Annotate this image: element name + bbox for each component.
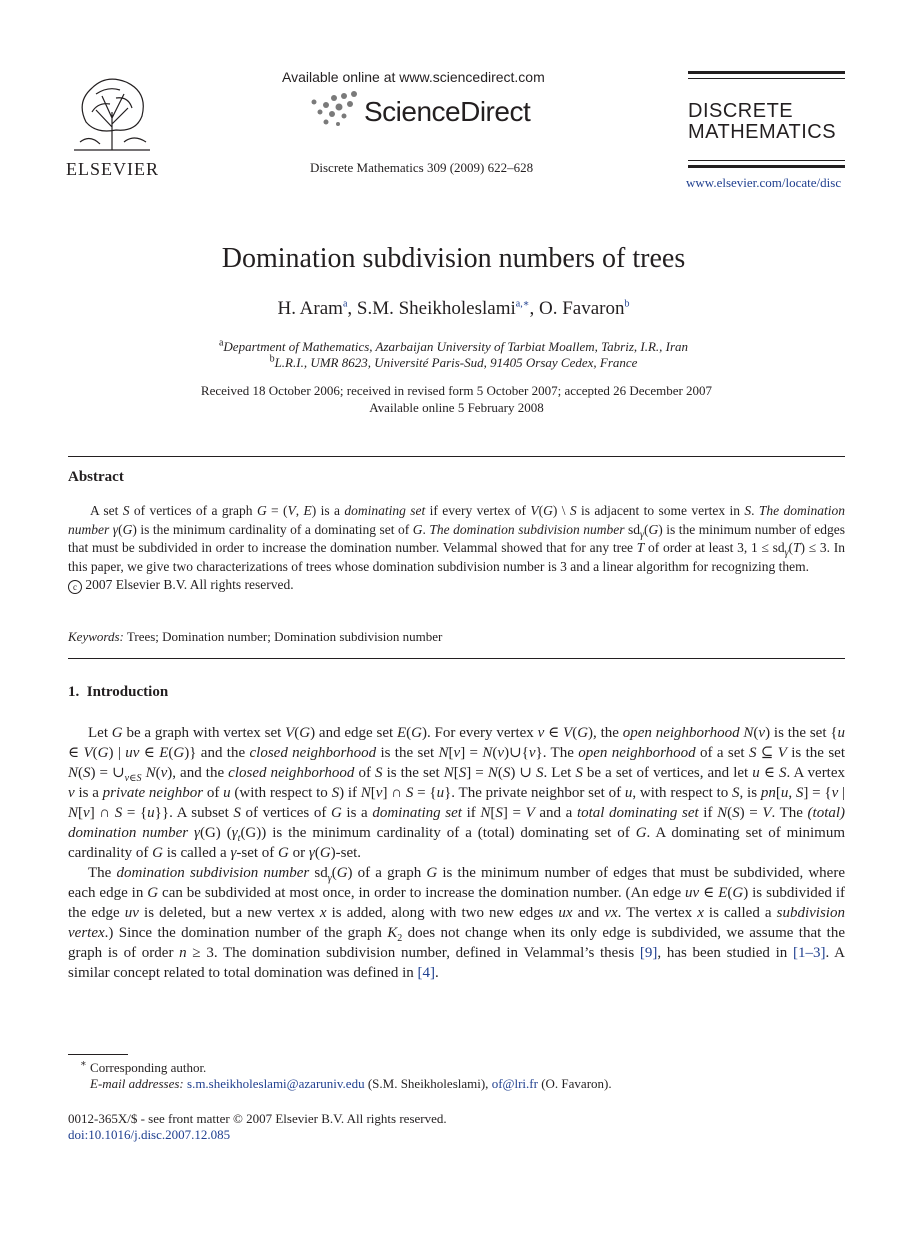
doi-link[interactable]: doi:10.1016/j.disc.2007.12.085 xyxy=(68,1127,231,1142)
citation-link[interactable]: [1–3] xyxy=(793,945,826,961)
abstract-heading: Abstract xyxy=(68,469,124,485)
journal-rule-bottom-thin xyxy=(688,160,845,161)
keywords-label: Keywords: xyxy=(68,629,124,644)
journal-homepage-link[interactable]: www.elsevier.com/locate/disc xyxy=(686,175,842,190)
article-title: Domination subdivision numbers of trees xyxy=(221,243,686,274)
email-link[interactable]: s.m.sheikholeslami@azaruniv.edu xyxy=(187,1076,365,1091)
journal-rule-bottom xyxy=(688,165,845,168)
journal-rule-top-thin xyxy=(688,78,845,79)
publisher-name: ELSEVIER xyxy=(66,159,159,179)
journal-logo-line2: MATHEMATICS xyxy=(688,121,837,143)
introduction-paragraph: Let G be a graph with vertex set V(G) and edge set E(G). For every vertex v ∈ V(G), the open neighborhood N(v) is the set {u ∈ V(G) | uv ∈ E(G)} and the closed neighborhood is the set N[v] = N(v)∪{v}. The open neighborhood of a set S ⊆ V is the set $N(S) = \cup_{v\in S}$ N(v), and the closed neighborhood of S is the set N[S] = N(S) ∪ S. Let S be a set of vertices, and let u ∈ S. A vertex v is a private neighbor of u (with respect to S) if N[v] ∩ S = {u}. The private neighbor set of u, with respect to S, is pn[u, S] = {v | N[v] ∩ S = {u}}. A subset S of vertices of G is a dominating set if N[S] = V and a total dominating set if N(S) = V. The (total) domination number γ(G) $(\gamma_t(G))$ is the minimum cardinality of a (total) dominating set of G. A dominating set of minimum cardinality of G is called a γ-set of G or γ(G)-set. The domination subdivision number $sd_\gamma(G)$ of a graph G is the minimum number of edges that must be subdivided, where each edge in G can be subdivided at most once, in order to increase the domination number. (An edge uv ∈ E(G) is subdivided if the edge uv is deleted, but a new vertex x is added, along with two new edges ux and vx. The vertex x is called a subdivision vertex.) Since the domination number of the graph $K_2$ does not change when its only edge is subdivided, we assume that the graph is of order n ≥ 3. The domination subdivision number, defined in Velammal’s thesis [9], has been studied in [1–3]. A similar concept related to total domination was defined in [4]. xyxy=(68,725,846,981)
sciencedirect-dots-icon xyxy=(306,88,362,132)
divider xyxy=(68,658,845,659)
section-heading: 1. Introduction xyxy=(68,684,169,700)
author-name: H. Aram xyxy=(277,298,343,319)
author-affiliation-mark[interactable]: a,∗ xyxy=(515,298,530,310)
keywords xyxy=(68,629,442,645)
author-list: H. Aram$^a$, S.M. Sheikholeslami$^{a,∗}$, O. Favaron$^b$ xyxy=(277,298,630,319)
journal-logo-line1: DISCRETE xyxy=(688,100,794,122)
available-online-text: Available online at www.sciencedirect.com xyxy=(282,69,545,85)
journal-citation: Discrete Mathematics 309 (2009) 622–628 xyxy=(310,160,534,175)
journal-rule-top xyxy=(688,71,845,74)
affiliation: $^b$L.R.I., UMR 8623, Université Paris-Sud, 91405 Orsay Cedex, France xyxy=(269,353,638,370)
citation-link[interactable]: [4] xyxy=(417,965,435,981)
footnote-rule xyxy=(68,1054,128,1055)
footnote-corresponding: ∗ Corresponding author. xyxy=(80,1058,207,1075)
divider xyxy=(68,456,845,457)
copyright-icon: c xyxy=(68,580,82,594)
elsevier-tree-icon xyxy=(66,72,158,152)
abstract-body: A set S of vertices of a graph G = (V, E) is a dominating set if every vertex of V(G) \ S is adjacent to some vertex in S. The domination number γ(G) is the minimum cardinality of a dominating set of G. The domination subdivision number $sd_\gamma(G)$ is the minimum number of edges that must be subdivided in order to increase the domination number. Velammal showed that for any tree T of order at least 3, $1 \le sd_\gamma(T) \le 3$. In this paper, we give two characterizations of trees whose domination subdivision number is 3 and a linear algorithm for recognizing them. c 2007 Elsevier B.V. All rights reserved. xyxy=(68,503,846,592)
sciencedirect-brand: ScienceDirect xyxy=(364,96,531,127)
author-affiliation-mark[interactable]: b xyxy=(624,298,630,310)
affiliation: $^a$Department of Mathematics, Azarbaijan University of Tarbiat Moallem, Tabriz, I.R., Iran xyxy=(218,337,689,354)
author-name: O. Favaron xyxy=(539,298,625,319)
author-name: S.M. Sheikholeslami xyxy=(356,298,516,319)
author-affiliation-mark[interactable]: a xyxy=(342,298,348,310)
abstract-copyright: 2007 Elsevier B.V. All rights reserved. xyxy=(85,577,294,592)
footnote-emails: E-mail addresses: s.m.sheikholeslami@azaruniv.edu (S.M. Sheikholeslami), of@lri.fr (O. Favaron). xyxy=(90,1076,612,1091)
citation-link[interactable]: [9] xyxy=(639,945,658,961)
keywords-list: Trees; Domination number; Domination subdivision number xyxy=(126,629,443,644)
email-link[interactable]: of@lri.fr xyxy=(491,1076,538,1091)
available-online-date: Available online 5 February 2008 xyxy=(369,400,544,415)
elsevier-logo xyxy=(66,72,159,179)
sciencedirect-logo[interactable] xyxy=(306,88,546,132)
issn-line: 0012-365X/$ - see front matter © 2007 Elsevier B.V. All rights reserved. xyxy=(68,1111,447,1126)
received-dates: Received 18 October 2006; received in revised form 5 October 2007; accepted 26 December 2007 xyxy=(200,383,713,398)
